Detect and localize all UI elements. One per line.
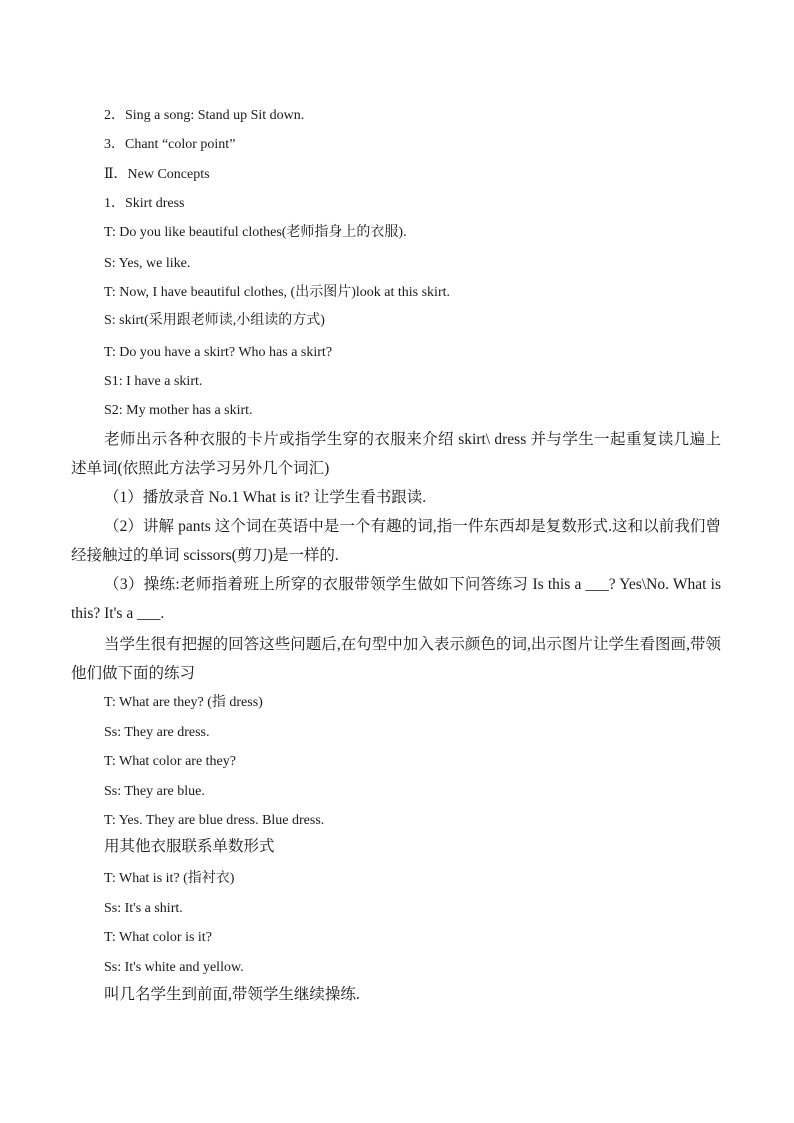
- paragraph: （3）操练:老师指着班上所穿的衣服带领学生做如下问答练习 Is this a ___? Yes\No. What is this? It's a ___.: [71, 576, 721, 622]
- dialogue-line: S: skirt(采用跟老师读,小组读的方式): [104, 313, 325, 328]
- dialogue-line: T: Now, I have beautiful clothes, (出示图片)look at this skirt.: [104, 285, 450, 300]
- dialogue-line: Ss: They are blue.: [104, 784, 205, 799]
- dialogue-line: T: Do you like beautiful clothes(老师指身上的衣服).: [104, 225, 407, 240]
- dialogue-line: Ss: It's a shirt.: [104, 901, 183, 916]
- paragraph: （1）播放录音 No.1 What is it? 让学生看书跟读.: [104, 489, 427, 506]
- text-line: 2．Sing a song: Stand up Sit down.: [104, 108, 305, 123]
- dialogue-line: S: Yes, we like.: [104, 256, 191, 271]
- dialogue-line: T: Yes. They are blue dress. Blue dress.: [104, 813, 325, 828]
- dialogue-line: T: What color are they?: [104, 754, 236, 769]
- text-line: 1．Skirt dress: [104, 196, 185, 211]
- text-line: 用其他衣服联系单数形式: [104, 838, 275, 855]
- paragraph: 老师出示各种衣服的卡片或指学生穿的衣服来介绍 skirt\ dress 并与学生一起重复读几遍上述单词(依照此方法学习另外几个词汇): [71, 431, 721, 477]
- dialogue-line: T: What color is it?: [104, 930, 212, 945]
- dialogue-line: Ss: They are dress.: [104, 725, 210, 740]
- dialogue-line: S2: My mother has a skirt.: [104, 403, 253, 418]
- dialogue-line: T: Do you have a skirt? Who has a skirt?: [104, 345, 333, 360]
- dialogue-line: T: What are they? (指 dress): [104, 695, 263, 710]
- text-line: 3．Chant “color point”: [104, 137, 236, 152]
- text-line: 叫几名学生到前面,带领学生继续操练.: [104, 986, 360, 1003]
- section-heading: Ⅱ．New Concepts: [104, 167, 210, 182]
- dialogue-line: Ss: It's white and yellow.: [104, 960, 244, 975]
- dialogue-line: T: What is it? (指衬衣): [104, 871, 235, 886]
- dialogue-line: S1: I have a skirt.: [104, 374, 203, 389]
- paragraph: （2）讲解 pants 这个词在英语中是一个有趣的词,指一件东西却是复数形式.这和以前我们曾经接触过的单词 scissors(剪刀)是一样的.: [71, 518, 721, 564]
- paragraph: 当学生很有把握的回答这些问题后,在句型中加入表示颜色的词,出示图片让学生看图画,带领他们做下面的练习: [71, 636, 721, 682]
